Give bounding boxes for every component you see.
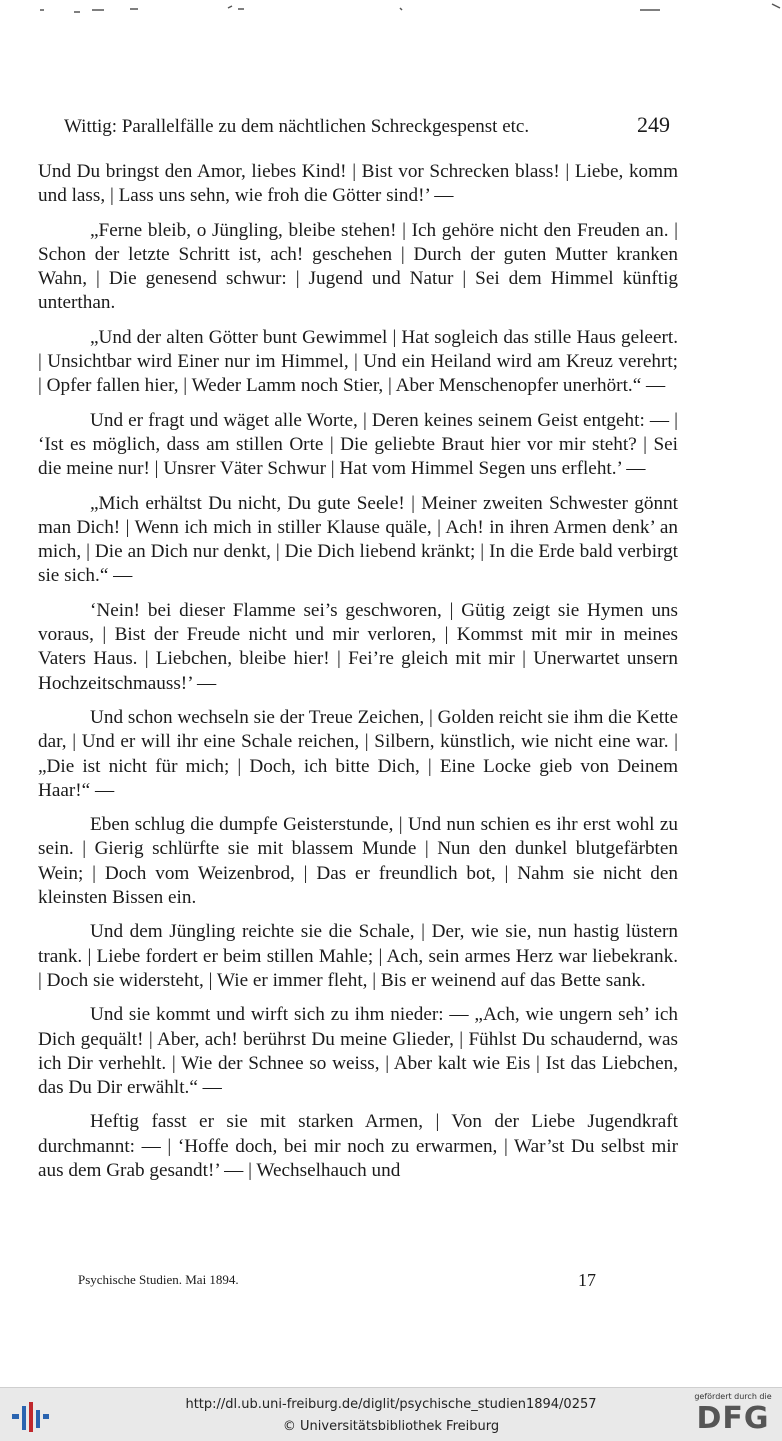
paragraph: „Ferne bleib, o Jüngling, bleibe stehen! | Ich gehöre nicht den Freuden an. | Schon der letzte Schritt ist, ach! geschehen | Durch der guten Mutter kranken Wahn, | Die genesend schwur: | Jugend und Natur | Sei dem Himmel künftig unterthan. xyxy=(38,219,678,314)
viewer-footer-bar xyxy=(0,1387,782,1441)
page-footer xyxy=(78,1270,598,1294)
dfg-logo-text: DFG xyxy=(696,1401,770,1436)
paragraph: Und er fragt und wäget alle Worte, | Deren keines seinem Geist entgeht: — | ‘Ist es möglich, dass am stillen Orte | Die geliebte Braut hier vor mir steht? | Sei die meine nur! | Unsrer Väter Schwur | Hat vom Himmel Segen uns erfleht.’ — xyxy=(38,409,678,480)
paragraph: „Und der alten Götter bunt Gewimmel | Hat sogleich das stille Haus geleert. | Unsichtbar wird Einer nur im Himmel, | Und ein Heiland wird am Kreuz verehrt; | Opfer fallen hier, | Weder Lamm noch Stier, | Aber Menschenopfer unerhört.“ — xyxy=(38,326,678,397)
paragraph: Und sie kommt und wirft sich zu ihm nieder: — „Ach, wie ungern seh’ ich Dich gequält! | Aber, ach! berührst Du meine Glieder, | Fühlst Du schaudernd, was ich Dir verhehlt. | Wie der Schnee so weiss, | Aber kalt wie Eis | Ist das Liebchen, das Du Dir erwählt.“ — xyxy=(38,1004,678,1099)
paragraph: Und dem Jüngling reichte sie die Schale, | Der, wie sie, nun hastig lüstern trank. | Liebe fordert er beim stillen Mahle; | Ach, sein armes Herz war liebekrank. | Doch sie widersteht, | Wie er immer fleht, | Bis er weinend auf das Bette sank. xyxy=(38,921,678,991)
copyright-notice: © Universitätsbibliothek Freiburg xyxy=(282,1419,500,1434)
document-url-link[interactable]: http://dl.ub.uni-freiburg.de/diglit/psychische_studien1894/0257 xyxy=(185,1397,597,1412)
running-title: Wittig: Parallelfälle zu dem nächtlichen Schreckgespenst etc. xyxy=(64,116,530,137)
paragraph: Und schon wechseln sie der Treue Zeichen, | Golden reicht sie ihm die Kette dar, | Und er will ihr eine Schale reichen, | Silbern, künstlich, wie nicht eine war. | „Die ist nicht für mich; | Doch, ich bitte Dich, | Eine Locke gieb von Deinem Haar!“ — xyxy=(38,706,678,801)
dfg-logo xyxy=(690,1392,776,1438)
paragraph: „Mich erhältst Du nicht, Du gute Seele! | Meiner zweiten Schwester gönnt man Dich! | Wenn ich mich in stiller Klause quäle, | Ach! in ihren Armen denk’ an mich, | Die an Dich nur denkt, | Die Dich liebend kränkt; | In die Erde bald verbirgt sie sich.“ — xyxy=(38,492,678,587)
journal-footer: Psychische Studien. Mai 1894. xyxy=(78,1272,239,1287)
body-text xyxy=(38,160,678,1183)
funding-note: gefördert durch die xyxy=(694,1392,772,1401)
page-number: 249 xyxy=(637,112,670,137)
scan-artifacts xyxy=(0,0,782,30)
signature-mark: 17 xyxy=(578,1270,596,1290)
paragraph: Eben schlug die dumpfe Geisterstunde, | Und nun schien es ihr erst wohl zu sein. | Gierig schlürfte sie mit blassem Munde | Nun den dunkel blutgefärbten Wein; | Doch vom Weizenbrod, | Das er freundlich bot, | Nahm sie nicht den kleinsten Bissen ein. xyxy=(38,814,678,909)
running-header xyxy=(64,112,684,142)
paragraph: Heftig fasst er sie mit starken Armen, | Von der Liebe Jugendkraft durchmannt: — | ‘Hoffe doch, bei mir noch zu erwarmen, | War’st Du selbst mir aus dem Grab gesandt!’ — | Wechselhauch und xyxy=(38,1111,678,1181)
paragraph: Und Du bringst den Amor, liebes Kind! | Bist vor Schrecken blass! | Liebe, komm und lass, | Lass uns sehn, wie froh die Götter sind!’ — xyxy=(38,161,678,207)
paragraph: ‘Nein! bei dieser Flamme sei’s geschworen, | Gütig zeigt sie Hymen uns voraus, | Bist der Freude nicht und mir verloren, | Kommst mit mir in meines Vaters Haus. | Liebchen, bleibe hier! | Fei’re gleich mit mir | Unerwartet unsern Hochzeitschmauss!’ — xyxy=(38,599,678,694)
